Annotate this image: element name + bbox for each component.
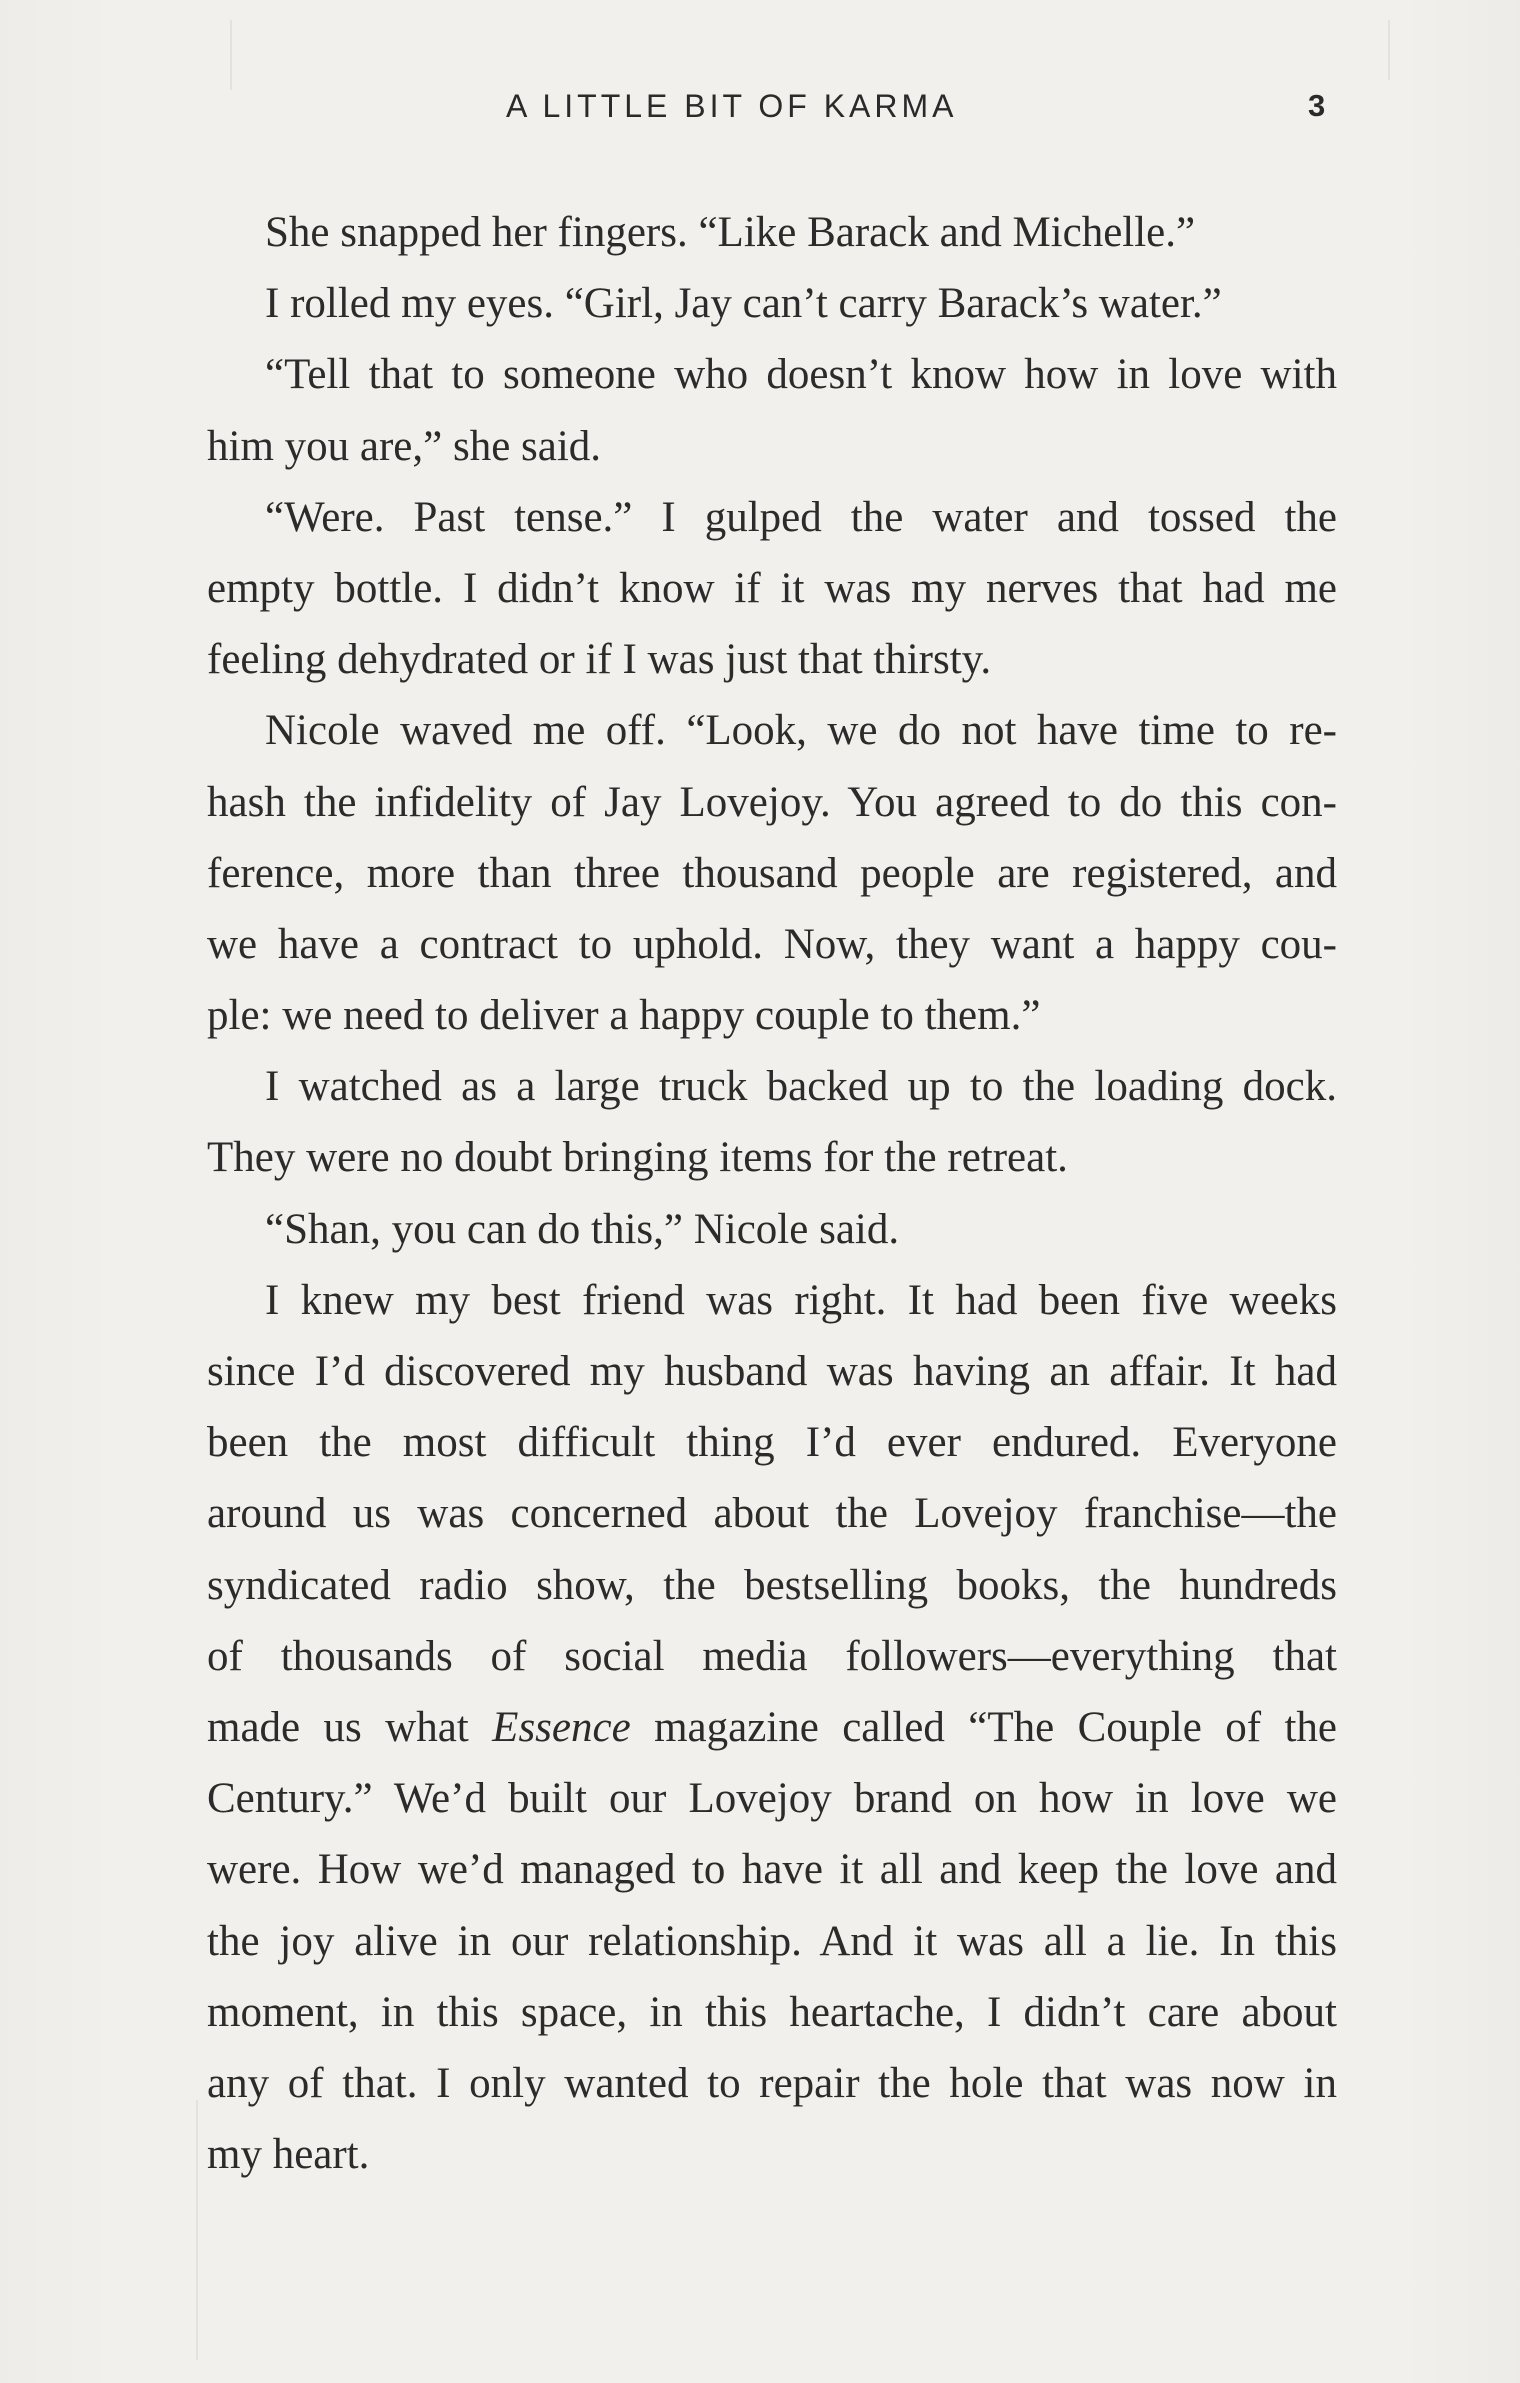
page-number: 3 bbox=[1308, 88, 1326, 123]
text-line: They were no doubt bringing items for the retreat. bbox=[207, 1134, 1068, 1182]
text-line: were. How we’d managed to have it all and keep the love and bbox=[207, 1846, 1337, 1894]
magazine-name: Essence bbox=[492, 1703, 631, 1751]
text-line: Nicole waved me off. “Look, we do not have time to re- bbox=[265, 707, 1337, 755]
text-line: my heart. bbox=[207, 2131, 370, 2179]
text-line: we have a contract to uphold. Now, they want a happy cou- bbox=[207, 920, 1337, 968]
text-line: syndicated radio show, the bestselling books, the hundreds bbox=[207, 1561, 1337, 1609]
paper-crease-mark bbox=[1388, 20, 1390, 80]
body-text bbox=[207, 197, 1337, 2190]
text-line: made us what Essence magazine called “The Couple of the bbox=[207, 1703, 1338, 1751]
text-line: I rolled my eyes. “Girl, Jay can’t carry Barack’s water.” bbox=[265, 280, 1222, 328]
text-line: empty bottle. I didn’t know if it was my nerves that had me bbox=[207, 564, 1337, 612]
text-line: ference, more than three thousand people are registered, and bbox=[207, 849, 1337, 897]
text-line: the joy alive in our relationship. And it was all a lie. In this bbox=[207, 1917, 1337, 1965]
text-line: She snapped her fingers. “Like Barack and Michelle.” bbox=[265, 209, 1196, 256]
text-line: hash the infidelity of Jay Lovejoy. You agreed to do this con- bbox=[207, 778, 1337, 826]
book-title: A LITTLE BIT OF KARMA bbox=[506, 88, 958, 124]
paper-crease-mark bbox=[196, 2100, 198, 2360]
text-line: “Were. Past tense.” I gulped the water and tossed the bbox=[265, 493, 1337, 541]
text-line: around us was concerned about the Lovejoy franchise—the bbox=[207, 1490, 1337, 1538]
text-line: been the most difficult thing I’d ever endured. Everyone bbox=[207, 1419, 1337, 1467]
text-line: of thousands of social media followers—everything that bbox=[207, 1632, 1337, 1680]
text-line: since I’d discovered my husband was having an affair. It had bbox=[207, 1348, 1337, 1395]
paper-crease-mark bbox=[230, 20, 232, 90]
text-line: any of that. I only wanted to repair the hole that was now in bbox=[207, 2059, 1337, 2107]
text-line: moment, in this space, in this heartache, I didn’t care about bbox=[207, 1988, 1337, 2036]
text-line: “Shan, you can do this,” Nicole said. bbox=[265, 1205, 900, 1253]
text-line: I knew my best friend was right. It had been five weeks bbox=[265, 1276, 1337, 1324]
text-line: Century.” We’d built our Lovejoy brand on how in love we bbox=[207, 1775, 1337, 1823]
running-head bbox=[0, 86, 1520, 136]
text-line: ple: we need to deliver a happy couple to them.” bbox=[207, 992, 1041, 1040]
text-line: feeling dehydrated or if I was just that thirsty. bbox=[207, 636, 992, 684]
text-line: “Tell that to someone who doesn’t know how in love with bbox=[265, 351, 1337, 399]
text-line: him you are,” she said. bbox=[207, 422, 602, 470]
text-line: I watched as a large truck backed up to the loading dock. bbox=[265, 1063, 1337, 1111]
